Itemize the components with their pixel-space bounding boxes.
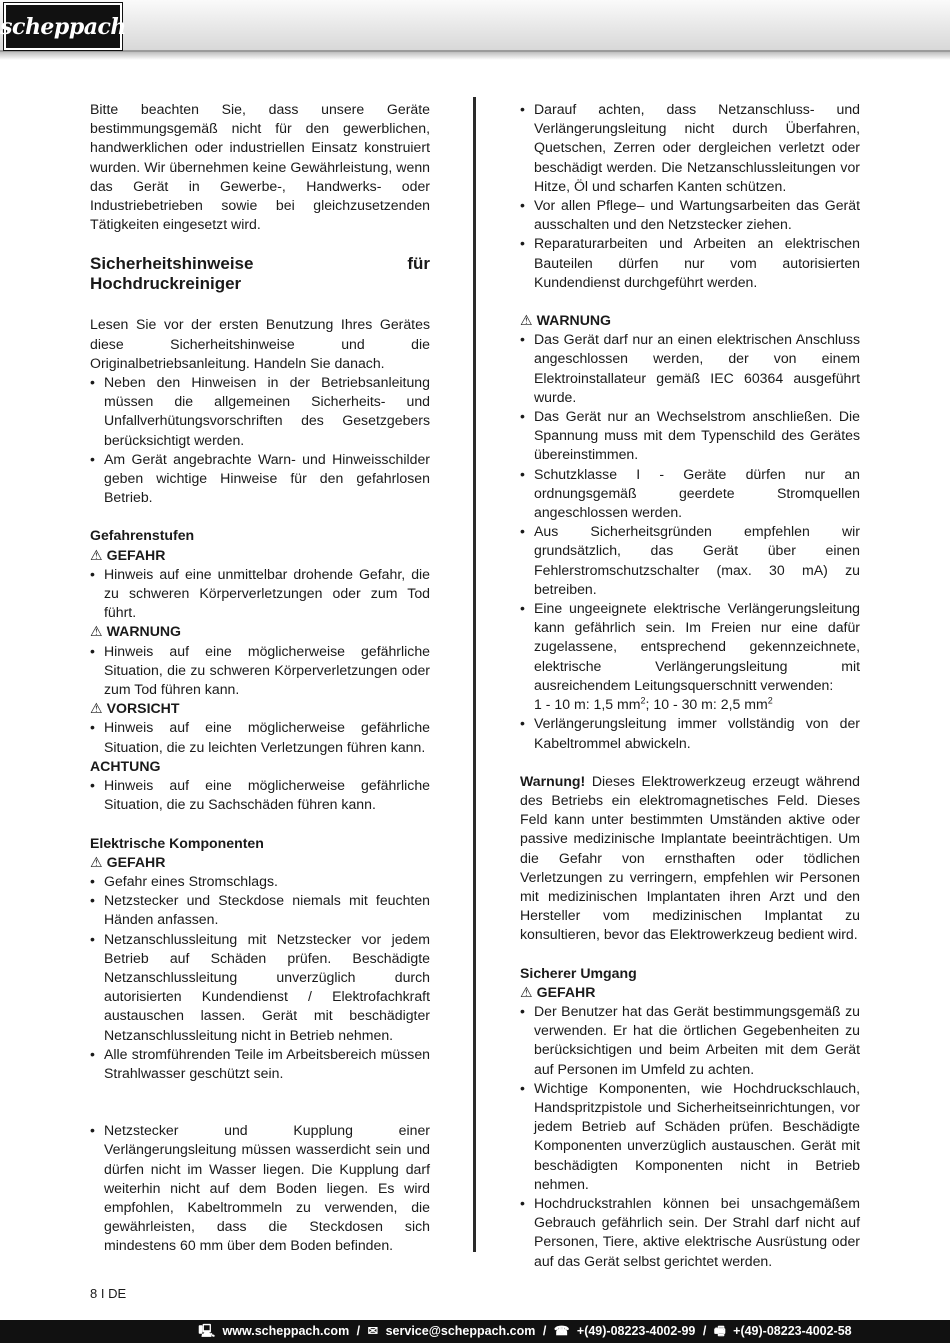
list-item: • Das Gerät darf nur an einen elektrischen Anschluss angeschlossen werden, der von einem Elektroinstallateur gemäß IEC 60364 ausgeführt wurde. (520, 330, 860, 407)
gefahr-label: ⚠ GEFAHR (520, 983, 596, 1000)
list-item: • Verlängerungsleitung immer vollständig von der Kabeltrommel abwickeln. (520, 714, 860, 752)
warn-list (520, 330, 860, 695)
page-header (0, 0, 950, 52)
page-number: 8 I DE (90, 1286, 127, 1301)
column-divider (473, 97, 476, 1252)
header-shadow (0, 52, 950, 60)
list-item: • Hinweis auf eine möglicherweise gefährliche Situation, die zu leichten Verletzungen führen kann. (90, 718, 430, 756)
warnung-label: ⚠ WARNUNG (520, 312, 612, 329)
vorsicht-label: ⚠ VORSICHT (90, 700, 180, 717)
email-link[interactable]: service@scheppach.com (385, 1324, 536, 1338)
safe-list (520, 1002, 860, 1271)
cable-sizes: 1 - 10 m: 1,5 $mm^2$; 10 - 30 m: 2,5 $mm^2$ (534, 695, 773, 713)
list-item: • Wichtige Komponenten, wie Hochdruckschlauch, Handspritzpistole und Sicherheitseinrichtungen, vor jedem Betrieb auf Schäden prüfen. Beschädigte Komponenten unverzüglich austauschen. Gerät mit beschädigten Komponenten nicht in Betrieb nehmen. (520, 1079, 860, 1194)
gefahr-label: ⚠ GEFAHR (90, 546, 166, 563)
emf-warning-paragraph: Warnung! Dieses Elektrowerkzeug erzeugt während des Betriebs ein elektromagnetisches Feld. Dieses Feld kann unter bestimmten Umständen aktive oder passive medizinische Implantate beeinträchtigen. Um die Gefahr von ernsthaften oder tödlichen Verletzungen zu verringern, empfehlen wir Personen mit medizinischen Implantaten ihren Arzt und den Hersteller vom medizinischen Implantat zu konsultieren, bevor das Elektrowerkzeug bedient wird. (520, 772, 860, 943)
list-item: • Darauf achten, dass Netzanschluss- und Verlängerungsleitung nicht durch Überfahren, Quetschen, Zerren oder dergleichen verletzt oder beschädigt werden. Die Netzanschlussleitungen vor Hitze, Öl und scharfen Kanten schützen. (520, 100, 860, 196)
intro-paragraph: Bitte beachten Sie, dass unsere Geräte bestimmungsgemäß nicht für den gewerblichen, handwerklichen oder industriellen Einsatz konstruiert wurden. Wir übernehmen keine Gewährleistung, wenn das Gerät in Gewerbe-, Handwerks- oder Industriebetrieben sowie bei gleichzusetzenden Tätigkeiten eingesetzt wird. (90, 101, 430, 233)
warnung-label: ⚠ WARNUNG (90, 623, 182, 640)
fax-icon: 🖷 (713, 1324, 726, 1338)
fax-number: +(49)-08223-4002-58 (733, 1324, 852, 1338)
mail-icon: ✉ (367, 1324, 379, 1338)
warning-triangle-icon: ⚠ (90, 623, 103, 640)
phone-number: +(49)-08223-4002-99 (576, 1324, 696, 1338)
warning-triangle-icon: ⚠ (90, 700, 103, 717)
read-first-paragraph: Lesen Sie vor der ersten Benutzung Ihres Gerätes diese Sicherheitshinweise und die Originalbetriebsanleitung. Handeln Sie danach. (90, 316, 430, 371)
list-item: • Netzstecker und Kupplung einer Verlängerungsleitung müssen wasserdicht sein und dürfen nicht im Wasser liegen. Die Kupplung darf weiterhin nicht auf dem Boden liegen. Es wird empfohlen, Kabeltrommeln zu verwenden, die gewährleisten, dass die Steckdosen sich mindestens 60 mm über dem Boden befinden. (90, 1121, 430, 1255)
general-list (90, 373, 430, 507)
right-column (520, 100, 860, 1271)
gefahr-label: ⚠ GEFAHR (90, 853, 166, 870)
list-item: • Am Gerät angebrachte Warn- und Hinweisschilder geben wichtige Hinweise für den gefahrlosen Betrieb. (90, 450, 430, 508)
list-item: • Alle stromführenden Teile im Arbeitsbereich müssen Strahlwasser geschützt sein. (90, 1045, 430, 1083)
electrical-title: Elektrische Komponenten (90, 834, 264, 851)
list-item: • Hinweis auf eine unmittelbar drohende Gefahr, die zu schweren Körperverletzungen oder zum Tod führt. (90, 565, 430, 623)
section-heading: Sicherheitshinweise für Hochdruckreiniger (90, 254, 430, 293)
list-item: • Gefahr eines Stromschlags. (90, 872, 430, 891)
safe-handling-title: Sicherer Umgang (520, 964, 637, 981)
list-item: • Eine ungeeignete elektrische Verlängerungsleitung kann gefährlich sein. Im Freien nur eine dafür zugelassene, entsprechend gekennzeichnete, elektrische Verlängerungsleitung mit ausreichendem Leitungsquerschnitt verwenden: (520, 599, 860, 695)
list-item: • Aus Sicherheitsgründen empfehlen wir grundsätzlich, das Gerät über einen Fehlerstromschutzschalter (max. 30 mA) zu betreiben. (520, 522, 860, 599)
list-item: • Das Gerät nur an Wechselstrom anschließen. Die Spannung muss mit dem Typenschild des Gerätes übereinstimmen. (520, 407, 860, 465)
list-item: • Hinweis auf eine möglicherweise gefährliche Situation, die zu Sachschäden führen kann. (90, 776, 430, 814)
list-item: • Netzanschlussleitung mit Netzstecker vor jedem Betrieb auf Schäden prüfen. Beschädigte Netzanschlussleitung unverzüglich durch autorisierten Kundendienst / Elektrofachkraft austauschen lassen. Gerät mit beschädigter Netzanschlussleitung nicht in Betrieb nehmen. (90, 930, 430, 1045)
list-item: • Reparaturarbeiten und Arbeiten an elektrischen Bauteilen dürfen nur vom autorisierten Kundendienst durchgeführt werden. (520, 234, 860, 292)
list-item: • Vor allen Pflege– und Wartungsarbeiten das Gerät ausschalten und den Netzstecker ziehen. (520, 196, 860, 234)
computer-icon: 🖳 (198, 1324, 216, 1338)
list-item: • Schutzklasse I - Geräte dürfen nur an ordnungsgemäß geerdete Stromquellen angeschlossen werden. (520, 465, 860, 523)
electrical-list (90, 872, 430, 1083)
brand-logo: scheppach (4, 3, 122, 50)
warning-triangle-icon: ⚠ (520, 983, 533, 1000)
top-list (520, 100, 860, 292)
warning-triangle-icon: ⚠ (90, 546, 103, 563)
list-item: • Hinweis auf eine möglicherweise gefährliche Situation, die zu schweren Körperverletzungen oder zum Tod führen kann. (90, 642, 430, 700)
list-item: • Netzstecker und Steckdose niemals mit feuchten Händen anfassen. (90, 891, 430, 929)
list-item: • Neben den Hinweisen in der Betriebsanleitung müssen die allgemeinen Sicherheits- und Unfallverhütungsvorschriften des Gesetzgebers berücksichtigt werden. (90, 373, 430, 450)
website-link[interactable]: www.scheppach.com (222, 1324, 350, 1338)
phone-icon: ☎ (553, 1324, 570, 1338)
achtung-label: ACHTUNG (90, 757, 161, 774)
list-item: • Hochdruckstrahlen können bei unsachgemäßem Gebrauch gefährlich sein. Der Strahl darf nicht auf Personen, Tiere, aktive elektrische Ausrüstung oder auf das Gerät selbst gerichtet werden. (520, 1194, 860, 1271)
left-column (90, 100, 430, 1256)
list-item: • Der Benutzer hat das Gerät bestimmungsgemäß zu verwenden. Er hat die örtlichen Gegebenheiten zu berücksichtigen und beim Arbeiten mit dem Gerät auf Personen im Umfeld zu achten. (520, 1002, 860, 1079)
warning-triangle-icon: ⚠ (520, 312, 533, 329)
page-footer: 🖳 www.scheppach.com / ✉ service@scheppach.com / ☎ +(49)-08223-4002-99 / 🖷 +(49)-08223-4002-58 (0, 1320, 950, 1343)
levels-title: Gefahrenstufen (90, 527, 195, 544)
warning-triangle-icon: ⚠ (90, 853, 103, 870)
